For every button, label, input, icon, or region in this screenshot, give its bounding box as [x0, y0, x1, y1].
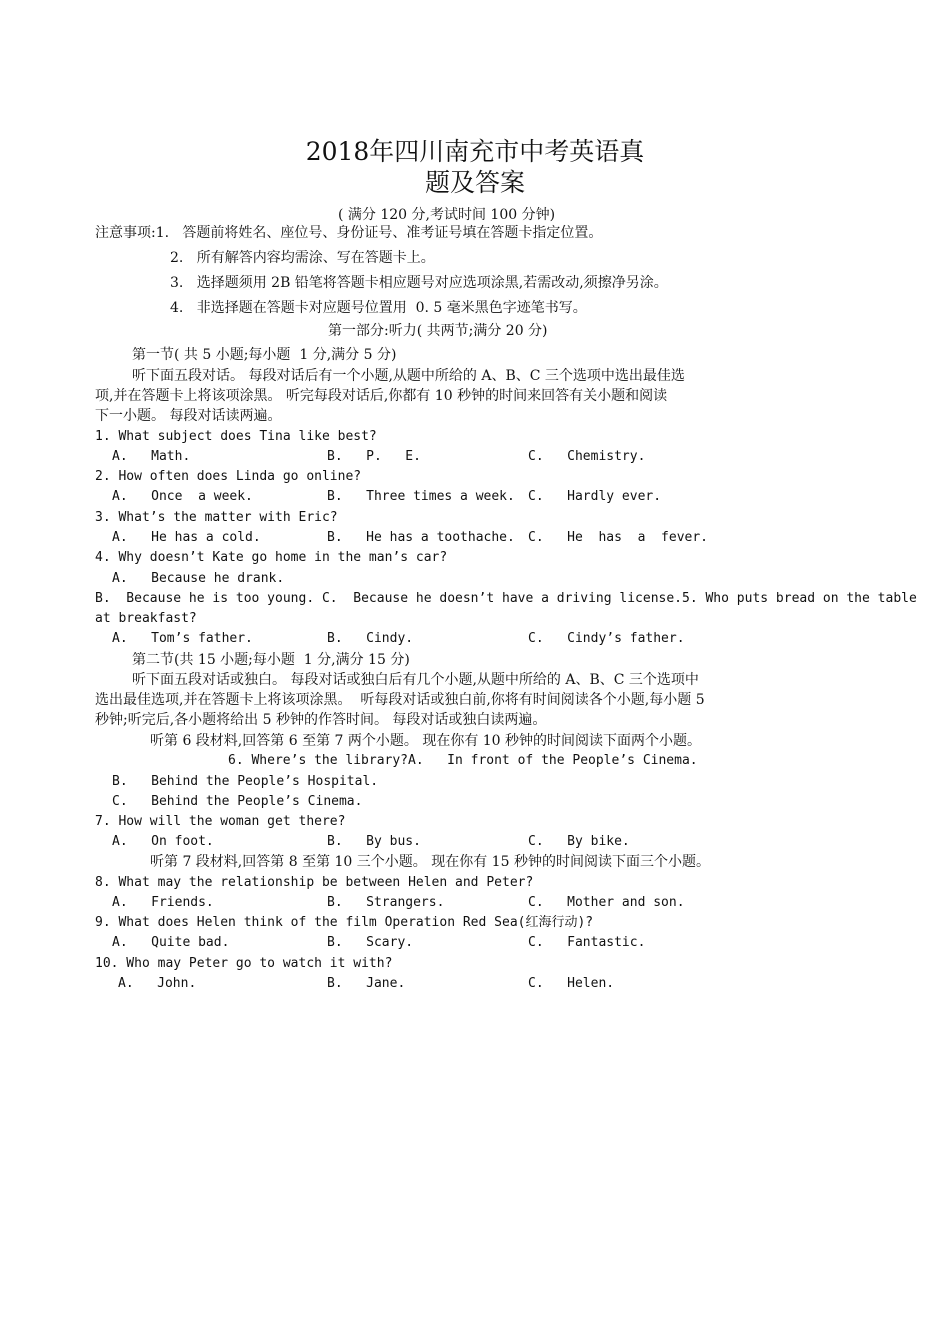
- question-8: 8. What may the relationship be between Helen and Peter?: [95, 875, 534, 890]
- question-7: 7. How will the woman get there?: [95, 814, 346, 829]
- question-1: 1. What subject does Tina like best?: [95, 429, 377, 444]
- material-7-instruction: 听第 7 段材料,回答第 8 至第 10 三个小题。 现在你有 15 秒钟的时间阅读下面三个小题。: [150, 854, 710, 870]
- q2-option-a: A. Once a week.: [112, 489, 253, 504]
- section2-heading: 第二节(共 15 小题;每小题 1 分,满分 15 分): [132, 652, 410, 668]
- notice-item-2: 2. 所有解答内容均需涂、写在答题卡上。: [170, 250, 435, 266]
- material-6-instruction: 听第 6 段材料,回答第 6 至第 7 两个小题。 现在你有 10 秒钟的时间阅读下面两个小题。: [150, 733, 702, 749]
- question-10: 10. Who may Peter go to watch it with?: [95, 956, 393, 971]
- q10-option-c: C. Helen.: [528, 976, 615, 991]
- q7-option-c: C. By bike.: [528, 834, 630, 849]
- page-title-line1: 2018年四川南充市中考英语真: [305, 137, 645, 166]
- q9-option-a: A. Quite bad.: [112, 935, 230, 950]
- q8-option-a: A. Friends.: [112, 895, 214, 910]
- notice-item-1: 注意事项:1. 答题前将姓名、座位号、身份证号、准考证号填在答题卡指定位置。: [95, 225, 603, 241]
- q8-option-b: B. Strangers.: [327, 895, 445, 910]
- q6-option-b: B. Behind the People’s Hospital.: [112, 774, 379, 789]
- exam-info: ( 满分 120 分,考试时间 100 分钟): [338, 207, 556, 223]
- q5-option-a: A. Tom’s father.: [112, 631, 253, 646]
- q7-option-a: A. On foot.: [112, 834, 214, 849]
- q9-option-b: B. Scary.: [327, 935, 414, 950]
- q5-option-c: C. Cindy’s father.: [528, 631, 685, 646]
- q1-option-c: C. Chemistry.: [528, 449, 646, 464]
- q9-option-c: C. Fantastic.: [528, 935, 646, 950]
- section2-instruction-1: 听下面五段对话或独白。 每段对话或独白后有几个小题,从题中所给的 A、B、C 三个选项中: [132, 672, 699, 688]
- page-title-line2: 题及答案: [424, 168, 525, 197]
- notice-item-3: 3. 选择题须用 2B 铅笔将答题卡相应题号对应选项涂黑,若需改动,须擦净另涂。: [170, 275, 668, 291]
- section1-heading: 第一节( 共 5 小题;每小题 1 分,满分 5 分): [132, 347, 397, 363]
- question-2: 2. How often does Linda go online?: [95, 469, 362, 484]
- q8-option-c: C. Mother and son.: [528, 895, 685, 910]
- q1-option-a: A. Math.: [112, 449, 191, 464]
- question-3: 3. What’s the matter with Eric?: [95, 510, 338, 525]
- question-9: 9. What does Helen think of the film Operation Red Sea(红海行动)?: [95, 915, 594, 930]
- section2-instruction-3: 秒钟;听完后,各小题将给出 5 秒钟的作答时间。 每段对话或独白读两遍。: [95, 712, 547, 728]
- part1-title: 第一部分:听力( 共两节;满分 20 分): [328, 323, 548, 339]
- q10-option-b: B. Jane.: [327, 976, 406, 991]
- q3-option-a: A. He has a cold.: [112, 530, 261, 545]
- question-4: 4. Why doesn’t Kate go home in the man’s car?: [95, 550, 448, 565]
- q2-option-b: B. Three times a week.: [327, 489, 515, 504]
- q4-options-bc-and-question-5: B. Because he is too young. C. Because he doesn’t have a driving license.5. Who puts bread on the table: [95, 591, 917, 606]
- q2-option-c: C. Hardly ever.: [528, 489, 662, 504]
- section2-instruction-2: 选出最佳选项,并在答题卡上将该项涂黑。 听每段对话或独白前,你将有时间阅读各个小题,每小题 5: [95, 692, 705, 708]
- q7-option-b: B. By bus.: [327, 834, 421, 849]
- q6-option-c: C. Behind the People’s Cinema.: [112, 794, 363, 809]
- q5-option-b: B. Cindy.: [327, 631, 414, 646]
- q10-option-a: A. John.: [118, 976, 197, 991]
- question-5-continued: at breakfast?: [95, 611, 197, 626]
- notice-item-4: 4. 非选择题在答题卡对应题号位置用 0. 5 毫米黑色字迹笔书写。: [170, 300, 587, 316]
- q3-option-b: B. He has a toothache.: [327, 530, 515, 545]
- question-6: 6. Where’s the library?A. In front of the People’s Cinema.: [228, 753, 698, 768]
- section1-instruction-1: 听下面五段对话。 每段对话后有一个小题,从题中所给的 A、B、C 三个选项中选出最佳选: [132, 368, 685, 384]
- section1-instruction-2: 项,并在答题卡上将该项涂黑。 听完每段对话后,你都有 10 秒钟的时间来回答有关小题和阅读: [95, 388, 668, 404]
- q4-option-a: A. Because he drank.: [112, 571, 285, 586]
- section1-instruction-3: 下一小题。 每段对话读两遍。: [95, 408, 282, 424]
- q3-option-c: C. He has a fever.: [528, 530, 709, 545]
- q1-option-b: B. P. E.: [327, 449, 421, 464]
